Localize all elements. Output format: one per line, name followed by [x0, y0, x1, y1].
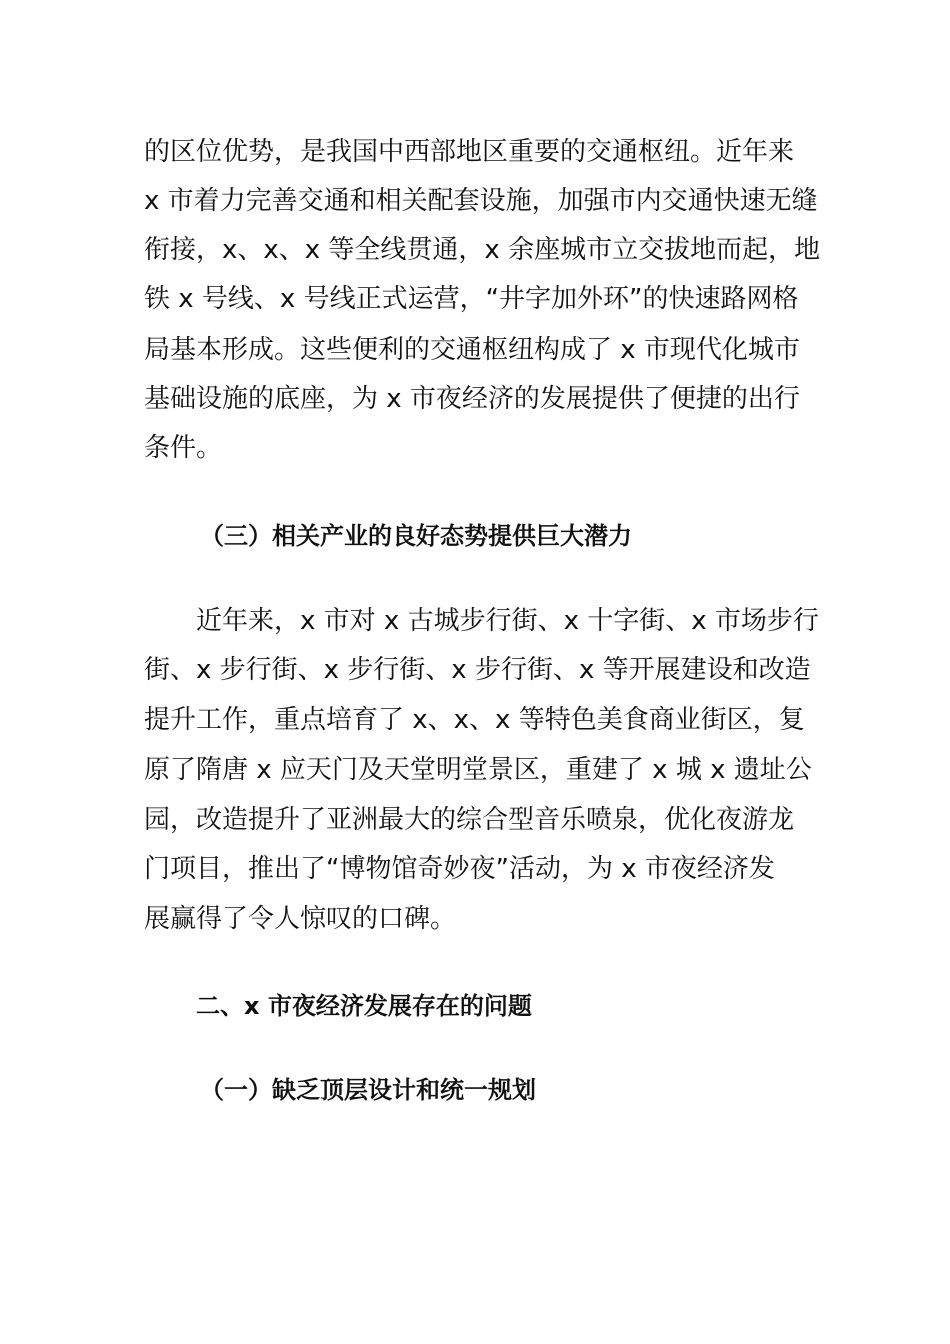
paragraph-2-line: 园，改造提升了亚洲最大的综合型音乐喷泉，优化夜游龙: [144, 805, 795, 835]
section-2-title: 二、x 市夜经济发展存在的问题: [196, 992, 532, 1020]
paragraph-2-line: 原了隋唐 x 应天门及天堂明堂景区，重建了 x 城 x 遗址公: [144, 755, 812, 785]
paragraph-2-line: 门项目，推出了“博物馆奇妙夜”活动，为 x 市夜经济发: [144, 854, 775, 884]
paragraph-2-line: 街、x 步行街、x 步行街、x 步行街、x 等开展建设和改造: [144, 655, 811, 685]
paragraph-1-line: 局基本形成。这些便利的交通枢纽构成了 x 市现代化城市: [144, 335, 800, 365]
paragraph-1-line: 衔接，x、x、x 等全线贯通，x 余座城市立交拔地而起，地: [144, 235, 821, 265]
paragraph-1-line: 条件。: [144, 433, 223, 463]
paragraph-1-line: 的区位优势，是我国中西部地区重要的交通枢纽。近年来: [144, 137, 795, 167]
paragraph-1-line: x 市着力完善交通和相关配套设施，加强市内交通快速无缝: [144, 186, 818, 216]
subsection-heading-3: （三）相关产业的良好态势提供巨大潜力: [200, 522, 632, 550]
paragraph-2-line: 提升工作，重点培育了 x、x、x 等特色美食商业街区，复: [144, 705, 805, 735]
paragraph-2-line: 近年来，x 市对 x 古城步行街、x 十字街、x 市场步行: [196, 606, 819, 636]
subsection-heading-1: （一）缺乏顶层设计和统一规划: [200, 1076, 536, 1104]
paragraph-1-line: 基础设施的底座，为 x 市夜经济的发展提供了便捷的出行: [144, 384, 800, 414]
paragraph-1-line: 铁 x 号线、x 号线正式运营，“井字加外环”的快速路网格: [144, 284, 799, 314]
paragraph-2-line: 展赢得了令人惊叹的口碑。: [144, 904, 457, 934]
